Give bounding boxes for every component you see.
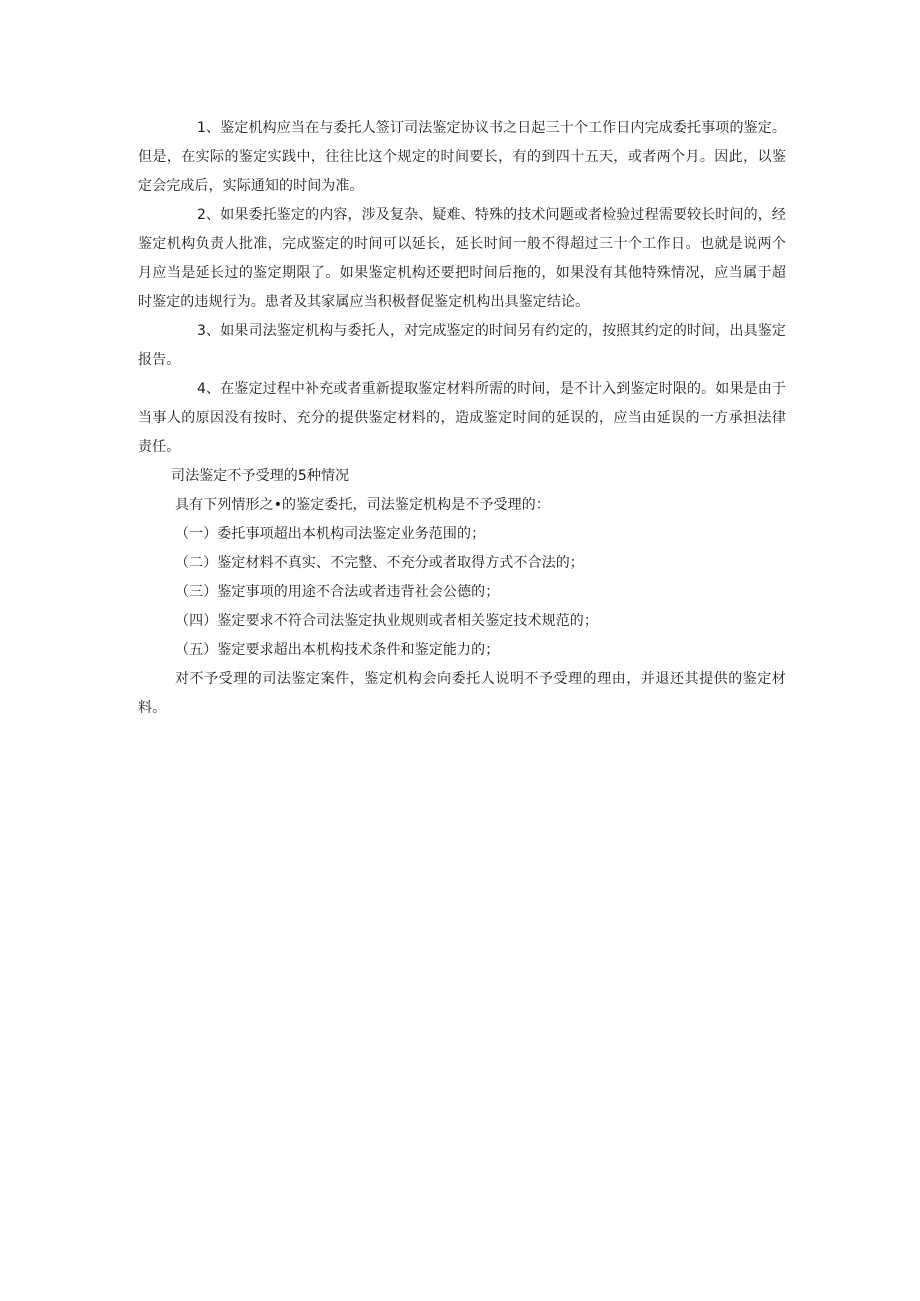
list-item: （五）鉴定要求超出本机构技术条件和鉴定能力的； (175, 642, 500, 658)
document-body (138, 114, 786, 723)
list-item: （二）鉴定材料不真实、不完整、不充分或者取得方式不合法的； (175, 555, 584, 571)
paragraph-4: 4、在鉴定过程中补充或者重新提取鉴定材料所需的时间，是不计入到鉴定时限的。如果是由于当事人的原因没有按时、充分的提供鉴定材料的，造成鉴定时间的延误的，应当由延误的一方承担法律责任。 (138, 381, 786, 455)
closing-paragraph: 对不予受理的司法鉴定案件，鉴定机构会向委托人说明不予受理的理由，并退还其提供的鉴定材料。 (138, 671, 786, 716)
intro-paragraph: 具有下列情形之•的鉴定委托，司法鉴定机构是不予受理的： (175, 497, 550, 513)
section-heading: 司法鉴定不予受理的5种情况 (171, 468, 350, 484)
paragraph-3: 3、如果司法鉴定机构与委托人，对完成鉴定的时间另有约定的，按照其约定的时间，出具鉴定报告。 (138, 323, 786, 368)
list-item: （四）鉴定要求不符合司法鉴定执业规则或者相关鉴定技术规范的； (175, 613, 598, 629)
paragraph-1: 1、鉴定机构应当在与委托人签订司法鉴定协议书之日起三十个工作日内完成委托事项的鉴定。但是，在实际的鉴定实践中，往往比这个规定的时间要长，有的到四十五天，或者两个月。因此，以鉴定会完成后，实际通知的时间为准。 (138, 120, 786, 194)
paragraph-2: 2、如果委托鉴定的内容，涉及复杂、疑难、特殊的技术问题或者检验过程需要较长时间的，经鉴定机构负责人批准，完成鉴定的时间可以延长，延长时间一般不得超过三十个工作日。也就是说两个月应当是延长过的鉴定期限了。如果鉴定机构还要把时间后拖的，如果没有其他特殊情况，应当属于超时鉴定的违规行为。患者及其家属应当积极督促鉴定机构出具鉴定结论。 (138, 207, 786, 310)
list-item: （一）委托事项超出本机构司法鉴定业务范围的； (175, 526, 486, 542)
list-item: （三）鉴定事项的用途不合法或者违背社会公德的； (175, 584, 500, 600)
